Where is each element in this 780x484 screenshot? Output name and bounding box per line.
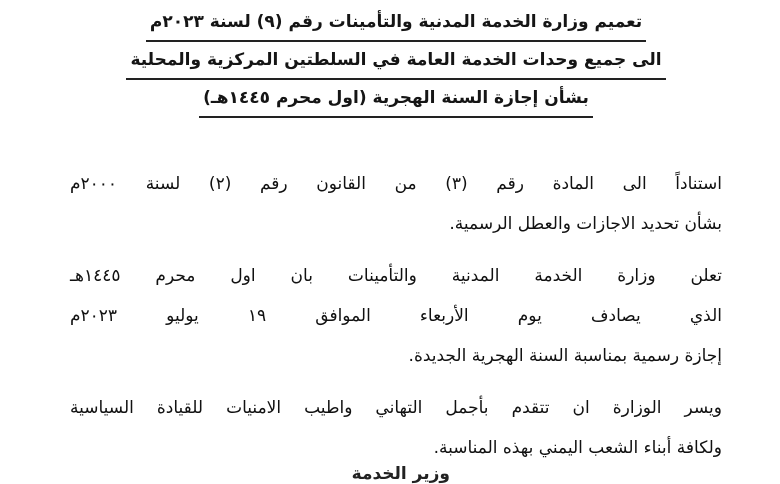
circular-header	[70, 0, 722, 118]
circular-body	[70, 164, 722, 468]
paragraph-line: ويسر الوزارة ان تتقدم بأجمل التهاني واطيب الامنيات للقيادة السياسية	[70, 398, 722, 418]
paragraph-line: إجازة رسمية بمناسبة السنة الهجرية الجديدة.	[408, 346, 722, 366]
cut-off-signature-text: وزير الخدمة	[351, 464, 450, 484]
header-title-line-1: تعميم وزارة الخدمة المدنية والتأمينات رقم (٩) لسنة ٢٠٢٣م	[146, 4, 646, 42]
paragraph-line: ولكافة أبناء الشعب اليمني بهذه المناسبة.	[433, 438, 722, 458]
paragraph-line: الذي يصادف يوم الأربعاء الموافق ١٩ يوليو ٢٠٢٣م	[70, 306, 722, 326]
header-title-line-3: بشأن إجازة السنة الهجرية (اول محرم ١٤٤٥هـ)	[199, 80, 593, 118]
paragraph-line: تعلن وزارة الخدمة المدنية والتأمينات بان اول محرم ١٤٤٥هـ	[70, 266, 722, 286]
paragraph-line: استناداً الى المادة رقم (٣) من القانون رقم (٢) لسنة ٢٠٠٠م	[70, 174, 723, 194]
paragraph-legal-basis	[70, 164, 722, 244]
paragraph-line: بشأن تحديد الاجازات والعطل الرسمية.	[449, 214, 722, 234]
paragraph-announcement	[70, 256, 722, 376]
paragraph-greetings	[70, 388, 722, 468]
header-title-line-2: الى جميع وحدات الخدمة العامة في السلطتين المركزية والمحلية	[126, 42, 665, 80]
